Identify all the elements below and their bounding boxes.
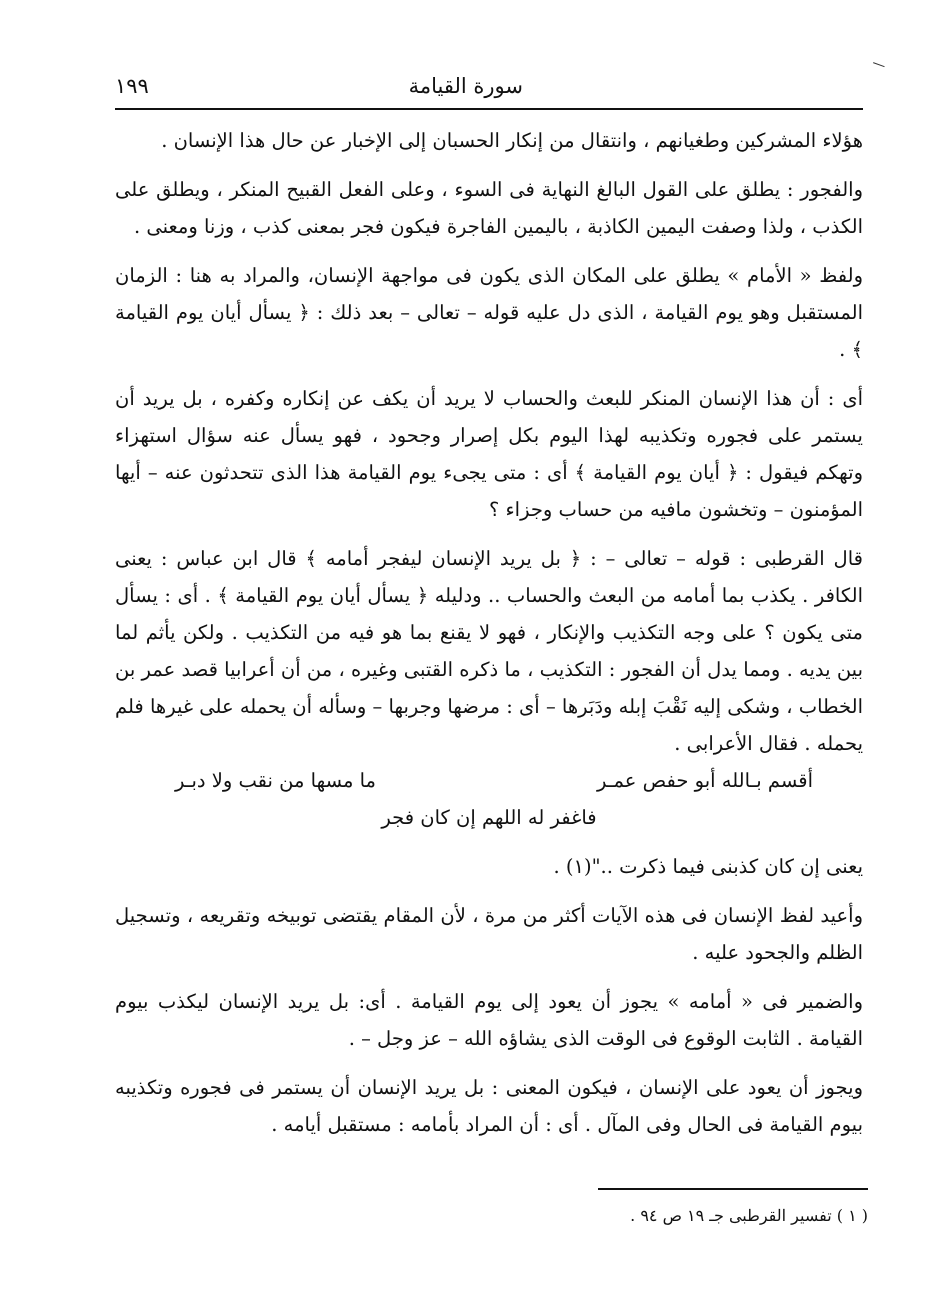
page-header (115, 68, 863, 104)
running-title: سورة القيامة (408, 74, 523, 98)
paragraph: والضمير فى « أمامه » يجوز أن يعود إلى يوم القيامة . أى: بل يريد الإنسان ليكذب بيوم القيامة . الثابت الوقوع فى الوقت الذى يشاؤه الله – عز وجل – . (115, 990, 863, 1050)
paragraph: والفجور : يطلق على القول البالغ النهاية فى السوء ، وعلى الفعل القبيح المنكر ، ويطلق على الكذب ، ولذا وصفت اليمين الكاذبة ، باليمين الفاجرة فيكون فجر بمعنى كذب ، وزنا ومعنى . (115, 178, 863, 238)
paragraph: أى : أن هذا الإنسان المنكر للبعث والحساب لا يريد أن يكف عن إنكاره وكفره ، بل يريد أن يستمر على فجوره وتكذيبه لهذا اليوم بكل إصرار وجحود ، فهو يسأل عنه سؤال استهزاء وتهكم فيقول : ﴿ أيان يوم القيامة ﴾ أى : متى يجىء يوم القيامة هذا الذى تتحدثون عنه – أيها المؤمنون – وتخشون مافيه من حساب وجزاء ؟ (115, 387, 863, 521)
paragraph: وأعيد لفظ الإنسان فى هذه الآيات أكثر من مرة ، لأن المقام يقتضى توبيخه وتقريعه ، وتسجيل الظلم والجحود عليه . (115, 904, 863, 964)
corner-mark (871, 62, 884, 72)
header-rule (115, 108, 863, 110)
paragraph: ويجوز أن يعود على الإنسان ، فيكون المعنى : بل يريد الإنسان أن يستمر فى فجوره وتكذيبه بيوم القيامة فى الحال وفى المآل . أى : أن المراد بأمامه : مستقبل أيامه . (115, 1076, 863, 1136)
paragraph: يعنى إن كان كذبنى فيما ذكرت .."(١) . (553, 855, 863, 878)
main-text (115, 122, 863, 1155)
poem-hemistich-right: أقسم بـالله أبو حفص عمـر (597, 769, 813, 792)
paragraph: هؤلاء المشركين وطغيانهم ، وانتقال من إنكار الحسبان إلى الإخبار عن حال هذا الإنسان . (161, 129, 863, 152)
page-number: ١٩٩ (115, 74, 149, 98)
paragraph: ولفظ « الأمام » يطلق على المكان الذى يكون فى مواجهة الإنسان، والمراد به هنا : الزمان المستقبل وهو يوم القيامة ، الذى دل عليه قوله – تعالى – بعد ذلك : ﴿ يسأل أيان يوم القيامة ﴾ . (115, 264, 863, 361)
footnote-rule (598, 1188, 868, 1190)
poem-hemistich-left: ما مسها من نقب ولا دبـر (175, 769, 376, 792)
paragraph: قال القرطبى : قوله – تعالى – : ﴿ بل يريد الإنسان ليفجر أمامه ﴾ قال ابن عباس : يعنى الكافر . يكذب بما أمامه من البعث والحساب .. ودليله ﴿ يسأل أيان يوم القيامة ﴾ . أى : يسأل متى يكون ؟ على وجه التكذيب والإنكار ، فهو لا يقنع بما هو فيه من التكذيب . ولكن يأثم لما بين يديه . ومما يدل أن الفجور : التكذيب ، ما ذكره القتبى وغيره ، من أن أعرابيا قصد عمر بن الخطاب ، وشكى إليه نَقْبَ إبله ودَبَرها – أى : مرضها وجربها – وسأله أن يحمله على غيرها فلم يحمله . فقال الأعرابى . (115, 547, 863, 755)
poem-line-2: فاغفر له اللهم إن كان فجر (381, 806, 597, 829)
footnote: ( ١ ) تفسير القرطبى جـ ١٩ ص ٩٤ . (630, 1206, 868, 1225)
poem-line-1 (115, 762, 863, 799)
